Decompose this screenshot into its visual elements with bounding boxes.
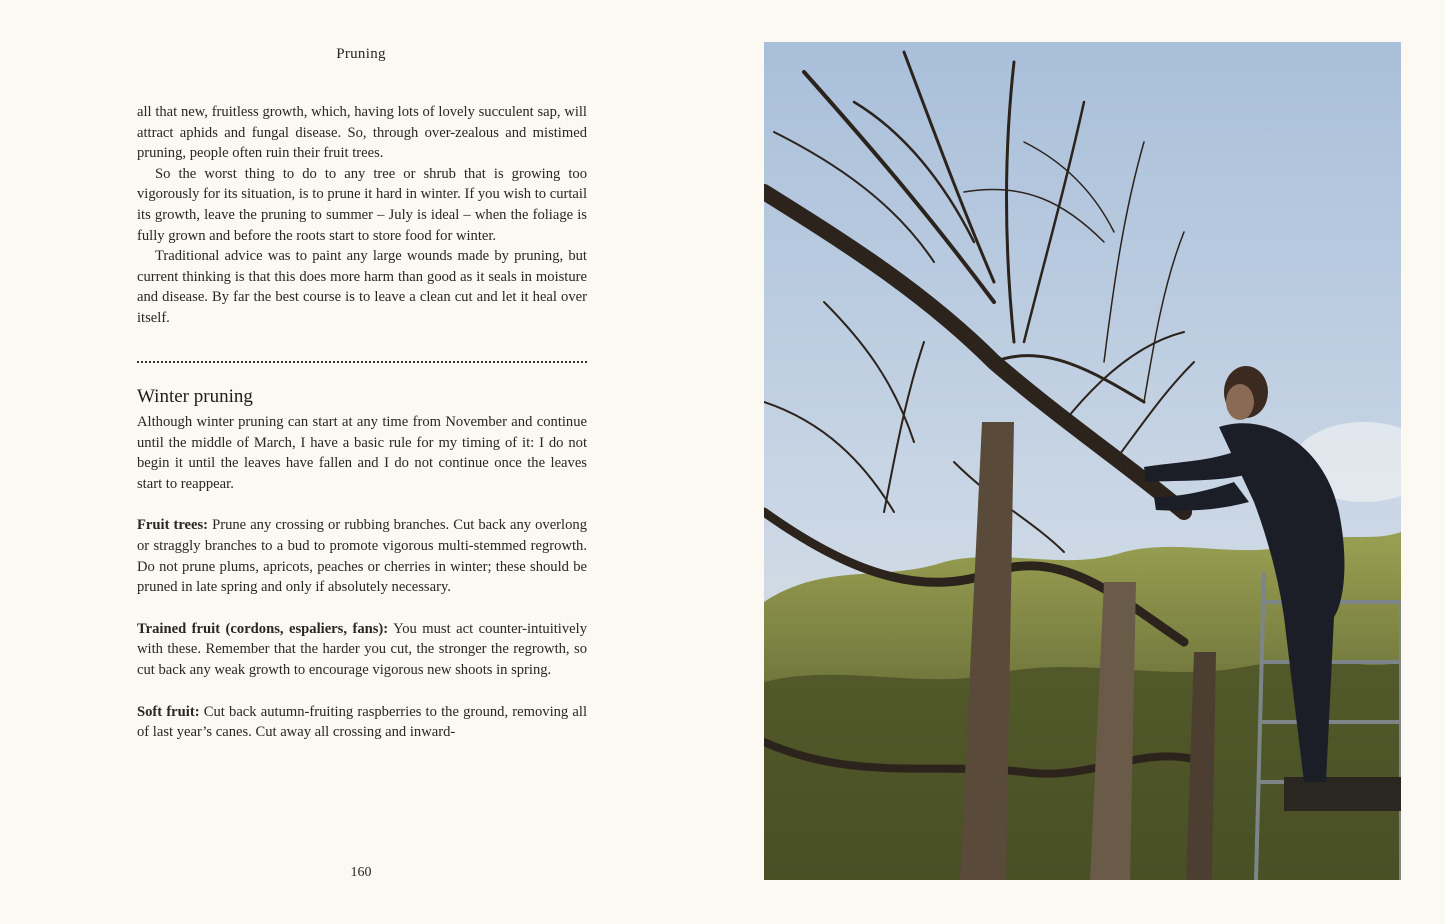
intro-text bbox=[137, 102, 587, 329]
section-divider bbox=[137, 361, 587, 363]
paragraph: all that new, fruitless growth, which, having lots of lovely succulent sap, will attract aphids and fungal disease. So, through over-zealous and mistimed pruning, people often ruin their fruit trees. bbox=[137, 104, 587, 162]
entry-trained-fruit bbox=[137, 619, 587, 681]
entry-soft-fruit bbox=[137, 702, 587, 743]
section-heading: Winter pruning bbox=[137, 386, 253, 407]
page-number: 160 bbox=[350, 865, 372, 880]
left-page bbox=[0, 0, 722, 924]
pruning-photo-illustration bbox=[764, 42, 1401, 880]
entry-text: You must act counter-intuitively with these. Remember that the harder you cut, the stronger the regrowth, so cut back any weak growth to encourage vigorous new shoots in spring. bbox=[137, 620, 587, 678]
entry-label: Soft fruit: bbox=[137, 703, 200, 720]
paragraph: So the worst thing to do to any tree or shrub that is growing too vigorously for its situation, is to prune it hard in winter. If you wish to curtail its growth, leave the pruning to summer – July is ideal – when the foliage is fully grown and before the roots start to store food for winter. bbox=[137, 165, 587, 244]
running-head: Pruning bbox=[336, 46, 386, 62]
entry-text: Prune any crossing or rubbing branches. Cut back any overlong or straggly branches to a bud to promote vigorous multi-stemmed regrowth. Do not prune plums, apricots, peaches or cherries in winter; these should be pruned in late spring and only if absolutely necessary. bbox=[137, 517, 587, 596]
entry-label: Fruit trees: bbox=[137, 517, 209, 534]
paragraph: Traditional advice was to paint any large wounds made by pruning, but current thinking is that this does more harm than good as it seals in moisture and disease. By far the best course is to leave a clean cut and let it heal over itself. bbox=[137, 248, 587, 326]
garden-photo bbox=[764, 42, 1401, 880]
section-lead: Although winter pruning can start at any time from November and continue until the middle of March, I have a basic rule for my timing of it: I do not begin it until the leaves have fallen and I do not continue once the leaves start to reappear. bbox=[137, 414, 587, 492]
ladder-platform bbox=[1284, 777, 1401, 811]
entry-label: Trained fruit (cordons, espaliers, fans): bbox=[137, 620, 389, 637]
section-body bbox=[137, 412, 587, 743]
entry-fruit-trees bbox=[137, 515, 587, 597]
entry-text: Cut back autumn-fruiting raspberries to the ground, removing all of last year’s canes. Cut away all crossing and inward- bbox=[137, 703, 588, 741]
